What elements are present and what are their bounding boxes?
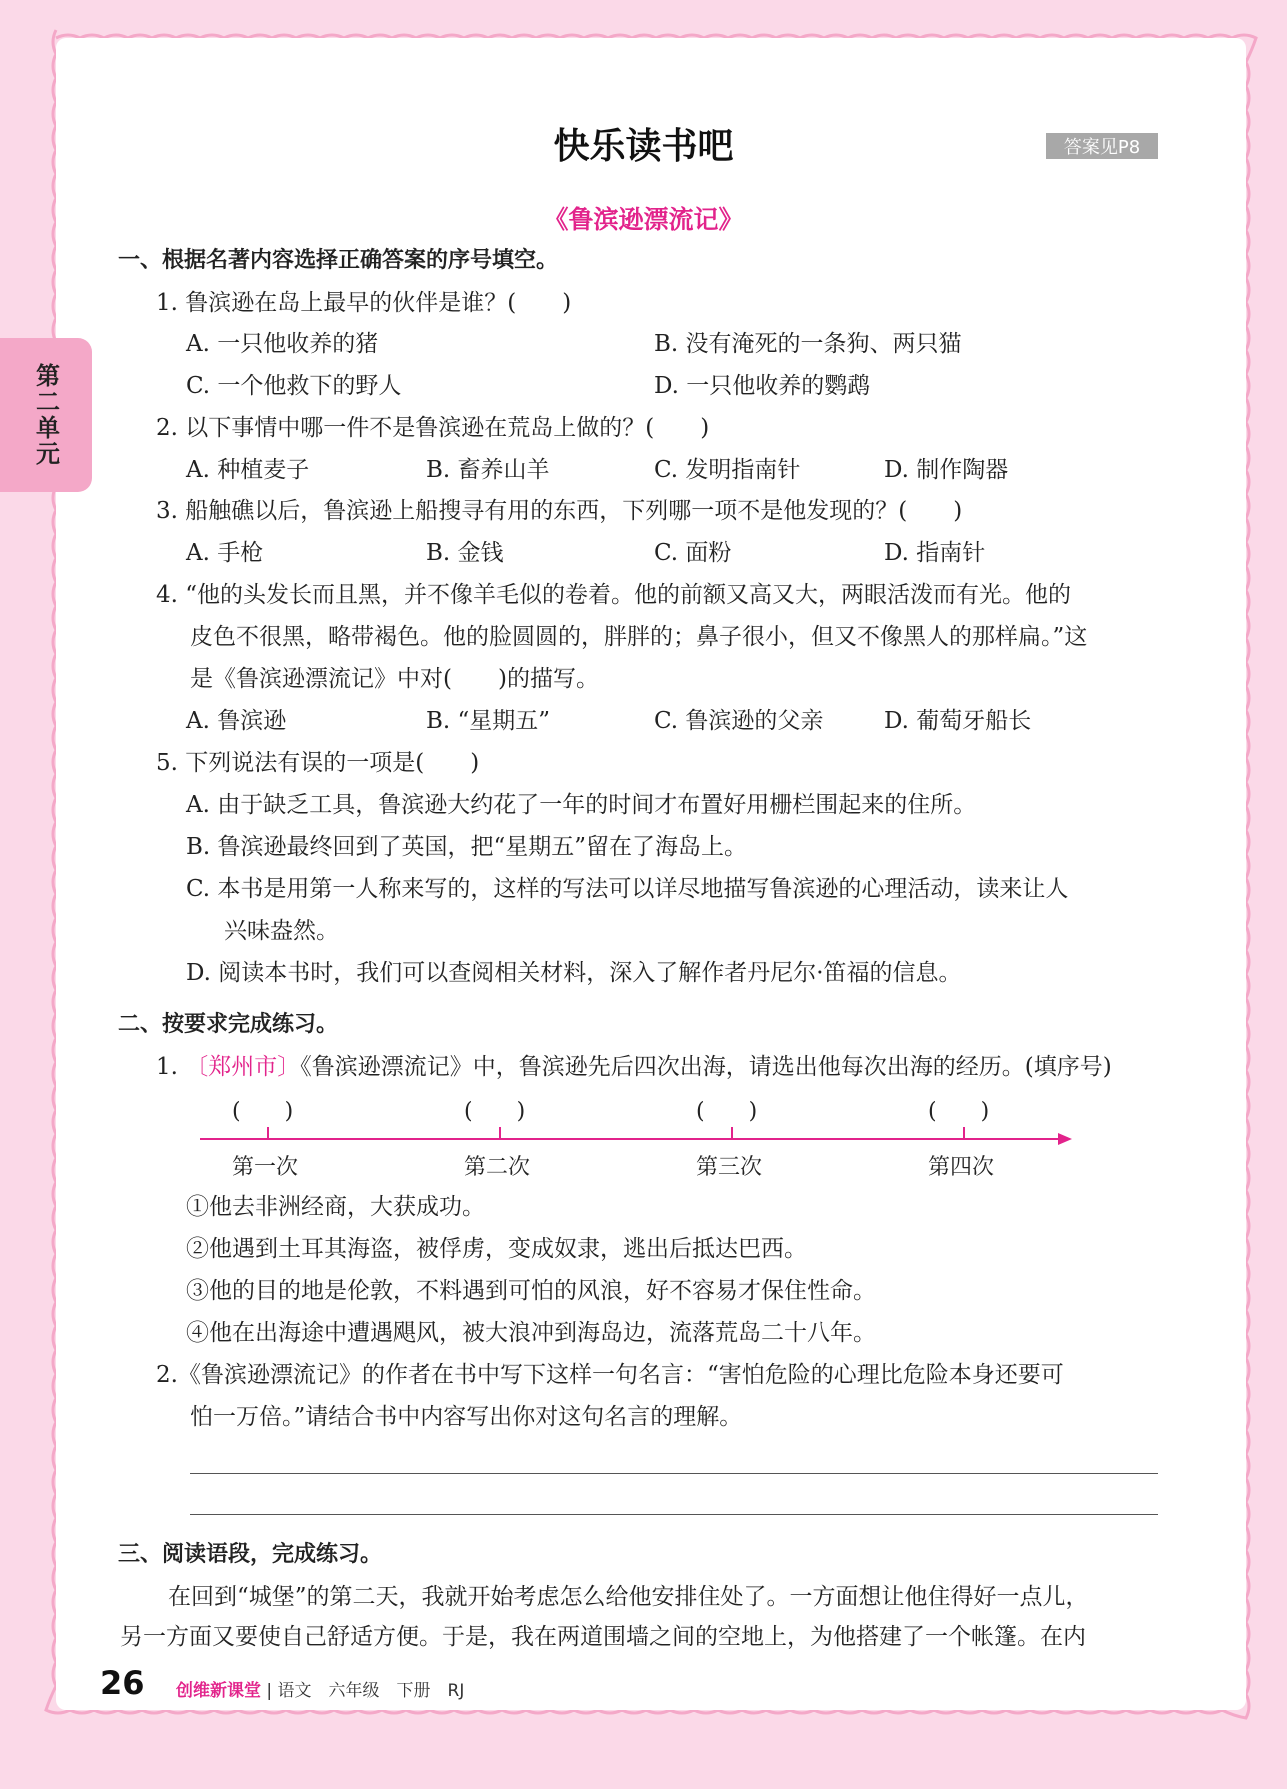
timeline-label-1: 第一次 <box>232 1155 299 1180</box>
timeline-axis <box>196 1122 1076 1148</box>
s2-q1-option-2: ②他遇到土耳其海盗，被俘虏，变成奴隶，逃出后抵达巴西。 <box>186 1236 807 1262</box>
q4-option-a: A. 鲁滨逊 <box>186 708 287 734</box>
q2-option-a: A. 种植麦子 <box>186 457 310 483</box>
footer-info: 创维新课堂 | 语文 六年级 下册 RJ <box>176 1681 465 1701</box>
q4-stem-line1: 4. “他的头发长而且黑，并不像羊毛似的卷着。他的前额又高又大，两眼活泼而有光。他的 <box>156 582 1072 608</box>
answer-line-2[interactable] <box>190 1514 1158 1515</box>
q2-option-c: C. 发明指南针 <box>654 457 801 483</box>
q4-option-b: B. “星期五” <box>426 708 551 734</box>
q3-option-a: A. 手枪 <box>186 540 264 566</box>
s2-q1-option-4: ④他在出海途中遭遇飓风，被大浪冲到海岛边，流落荒岛二十八年。 <box>186 1320 876 1346</box>
timeline-blank-2[interactable]: ( ) <box>464 1099 526 1124</box>
s2-q1-stem: 1. 〔郑州市〕《鲁滨逊漂流记》中，鲁滨逊先后四次出海，请选出他每次出海的经历。(填序号) <box>156 1054 1112 1080</box>
q5-option-a: A. 由于缺乏工具，鲁滨逊大约花了一年的时间才布置好用栅栏围起来的住所。 <box>186 792 977 818</box>
q3-option-d: D. 指南针 <box>884 540 986 566</box>
s2-q1-option-1: ①他去非洲经商，大获成功。 <box>186 1194 485 1220</box>
footer-brand: 创维新课堂 <box>176 1681 261 1701</box>
page-title: 快乐读书吧 <box>553 126 734 167</box>
section1-heading: 一、根据名著内容选择正确答案的序号填空。 <box>118 248 559 273</box>
q5-option-b: B. 鲁滨逊最终回到了英国，把“星期五”留在了海岛上。 <box>186 834 748 860</box>
q1-option-a: A. 一只他收养的猪 <box>186 331 379 357</box>
q4-option-c: C. 鲁滨逊的父亲 <box>654 708 824 734</box>
q5-option-c-line1: C. 本书是用第一人称来写的，这样的写法可以详尽地描写鲁滨逊的心理活动，读来让人 <box>186 876 1069 902</box>
q2-option-b: B. 畜养山羊 <box>426 457 550 483</box>
answer-reference-badge: 答案见P8 <box>1046 133 1158 159</box>
book-title: 《鲁滨逊漂流记》 <box>543 205 744 234</box>
unit-label: 第二单元 <box>31 363 60 467</box>
q5-stem: 5. 下列说法有误的一项是( ) <box>156 750 480 776</box>
q2-stem: 2. 以下事情中哪一件不是鲁滨逊在荒岛上做的？( ) <box>156 415 710 441</box>
q2-option-d: D. 制作陶器 <box>884 457 1009 483</box>
q4-stem-line2: 皮色不很黑，略带褐色。他的脸圆圆的，胖胖的；鼻子很小，但又不像黑人的那样扁。”这 <box>190 624 1088 650</box>
timeline-blank-4[interactable]: ( ) <box>928 1099 990 1124</box>
q3-stem: 3. 船触礁以后，鲁滨逊上船搜寻有用的东西，下列哪一项不是他发现的？( ) <box>156 498 963 524</box>
q3-option-c: C. 面粉 <box>654 540 732 566</box>
s2-q1-stem-text: 《鲁滨逊漂流记》中，鲁滨逊先后四次出海，请选出他每次出海的经历。(填序号) <box>300 1054 1112 1080</box>
q1-option-b: B. 没有淹死的一条狗、两只猫 <box>654 331 962 357</box>
timeline-blank-3[interactable]: ( ) <box>696 1099 758 1124</box>
footer-course: 语文 六年级 下册 RJ <box>277 1681 465 1701</box>
q5-option-c-line2: 兴味盎然。 <box>224 918 339 944</box>
passage-line-2: 另一方面又要使自己舒适方便。于是，我在两道围墙之间的空地上，为他搭建了一个帐篷。在内 <box>120 1624 1086 1650</box>
q1-stem: 1. 鲁滨逊在岛上最早的伙伴是谁？( ) <box>156 290 572 316</box>
timeline-label-3: 第三次 <box>696 1155 763 1180</box>
unit-side-tab <box>0 338 92 492</box>
timeline-blank-1[interactable]: ( ) <box>232 1099 294 1124</box>
region-tag: 〔郑州市〕 <box>185 1054 301 1080</box>
s2-q2-stem-line2: 怕一万倍。”请结合书中内容写出你对这句名言的理解。 <box>190 1404 743 1430</box>
answer-line-1[interactable] <box>190 1473 1158 1474</box>
section3-heading: 三、阅读语段，完成练习。 <box>118 1542 383 1567</box>
q4-option-d: D. 葡萄牙船长 <box>884 708 1032 734</box>
s2-q2-stem-line1: 2.《鲁滨逊漂流记》的作者在书中写下这样一句名言：“害怕危险的心理比危险本身还要可 <box>156 1362 1064 1388</box>
q5-option-d: D. 阅读本书时，我们可以查阅相关材料，深入了解作者丹尼尔·笛福的信息。 <box>186 960 962 986</box>
q1-option-d: D. 一只他收养的鹦鹉 <box>654 373 871 399</box>
section2-heading: 二、按要求完成练习。 <box>118 1012 339 1037</box>
s2-q1-option-3: ③他的目的地是伦敦，不料遇到可怕的风浪，好不容易才保住性命。 <box>186 1278 876 1304</box>
timeline-label-4: 第四次 <box>928 1155 995 1180</box>
q1-option-c: C. 一个他救下的野人 <box>186 373 402 399</box>
q4-stem-line3: 是《鲁滨逊漂流记》中对( )的描写。 <box>190 666 599 692</box>
passage-line-1: 在回到“城堡”的第二天，我就开始考虑怎么给他安排住处了。一方面想让他住得好一点儿， <box>168 1584 1089 1610</box>
q3-option-b: B. 金钱 <box>426 540 504 566</box>
page-number: 26 <box>100 1664 145 1702</box>
timeline-label-2: 第二次 <box>464 1155 531 1180</box>
